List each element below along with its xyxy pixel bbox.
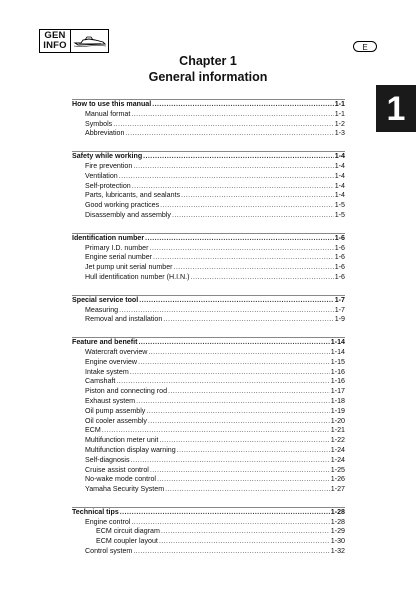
dot-leader [146,407,329,417]
toc-entry-title: Primary I.D. number [85,243,149,252]
toc-entry-page: 1-2 [334,119,345,128]
toc-section [72,337,345,495]
toc-entry-title: Engine overview [85,357,138,366]
toc-entry-page: 1-16 [330,377,345,386]
toc-entry-page: 1-6 [334,233,345,242]
section-marker [39,29,109,53]
dot-leader [145,234,334,244]
toc-entry[interactable] [72,377,345,387]
toc-entry-title: Feature and benefit [72,338,138,347]
dot-leader [157,475,330,485]
language-badge: E [353,41,377,52]
toc-entry[interactable] [72,306,345,316]
toc-entry-title: Piston and connecting rod [85,387,168,396]
table-of-contents [72,99,345,569]
toc-entry[interactable] [72,244,345,254]
watercraft-icon [71,30,108,52]
toc-entry[interactable] [72,348,345,358]
toc-heading[interactable] [72,508,345,518]
toc-entry-title: Abbreviation [85,129,125,138]
toc-section [72,233,345,283]
toc-entry-title: Multifunction display warning [85,445,176,454]
dot-leader [181,191,334,201]
toc-entry-page: 1-6 [334,253,345,262]
toc-entry-page: 1-6 [334,243,345,252]
dot-leader [159,537,330,547]
toc-entry[interactable] [72,485,345,495]
dot-leader [132,182,334,192]
toc-entry[interactable] [72,120,345,130]
toc-entry-title: Cruise assist control [85,465,149,474]
toc-entry-page: 1-24 [330,445,345,454]
toc-entry-title: ECM circuit diagram [96,527,160,536]
toc-section [72,151,345,221]
dot-leader [133,162,333,172]
toc-entry-title: Safety while working [72,152,143,161]
toc-entry[interactable] [72,436,345,446]
toc-entry[interactable] [72,547,345,557]
toc-entry[interactable] [72,273,345,283]
chapter-number: Chapter 1 [179,54,237,68]
toc-entry-title: Identification number [72,233,145,242]
toc-entry-page: 1-4 [334,191,345,200]
toc-entry-title: Symbols [85,119,113,128]
toc-entry-title: Good working practices [85,201,160,210]
toc-entry-page: 1-4 [334,181,345,190]
toc-entry-title: Control system [85,547,133,556]
dot-leader [159,436,329,446]
toc-entry[interactable] [72,417,345,427]
dot-leader [150,466,330,476]
toc-entry-title: Engine control [85,517,131,526]
toc-entry-page: 1-32 [330,547,345,556]
toc-entry-page: 1-26 [330,475,345,484]
dot-leader [148,348,329,358]
toc-heading[interactable] [72,338,345,348]
toc-entry-title: Parts, lubricants, and sealants [85,191,181,200]
dot-leader [113,120,334,130]
toc-entry[interactable] [72,397,345,407]
toc-entry[interactable] [72,263,345,273]
dot-leader [143,152,334,162]
toc-entry-title: Self-protection [85,181,131,190]
toc-entry-title: ECM [85,426,101,435]
toc-entry-title: Fire prevention [85,161,133,170]
dot-leader [161,527,330,537]
dot-leader [131,456,330,466]
dot-leader [153,253,334,263]
toc-heading[interactable] [72,100,345,110]
toc-entry[interactable] [72,407,345,417]
toc-entry-page: 1-6 [334,272,345,281]
toc-entry-page: 1-7 [334,295,345,304]
toc-entry[interactable] [72,446,345,456]
toc-heading[interactable] [72,152,345,162]
toc-entry-page: 1-14 [330,338,345,347]
toc-entry-page: 1-25 [330,465,345,474]
toc-entry[interactable] [72,253,345,263]
toc-entry-page: 1-28 [330,507,345,516]
toc-entry[interactable] [72,466,345,476]
toc-entry-page: 1-21 [330,426,345,435]
toc-entry[interactable] [72,426,345,436]
toc-entry-page: 1-29 [330,527,345,536]
dot-leader [138,358,330,368]
dot-leader [136,397,330,407]
dot-leader [130,368,330,378]
toc-entry[interactable] [72,387,345,397]
dot-leader [149,244,333,254]
toc-entry-title: Exhaust system [85,396,136,405]
toc-section [72,507,345,557]
dot-leader [120,508,330,518]
toc-entry-title: Multifunction meter unit [85,436,159,445]
dot-leader [119,306,334,316]
dot-leader [163,315,333,325]
toc-entry-page: 1-4 [334,152,345,161]
toc-entry-page: 1-30 [330,537,345,546]
toc-entry-title: Removal and installation [85,315,163,324]
toc-entry[interactable] [72,475,345,485]
dot-leader [139,296,333,306]
toc-entry-title: Hull identification number (H.I.N.) [85,272,190,281]
toc-entry-page: 1-24 [330,455,345,464]
toc-entry-page: 1-19 [330,406,345,415]
toc-entry[interactable] [72,162,345,172]
toc-section [72,99,345,139]
toc-entry-title: Engine serial number [85,253,153,262]
toc-entry[interactable] [72,129,345,139]
toc-section [72,295,345,325]
dot-leader [165,485,330,495]
toc-entry-title: Camshaft [85,377,116,386]
toc-entry-title: Special service tool [72,295,139,304]
dot-leader [152,100,334,110]
toc-entry[interactable] [72,527,345,537]
toc-entry-title: Ventilation [85,171,118,180]
toc-entry-page: 1-15 [330,357,345,366]
dot-leader [131,518,329,528]
toc-entry-page: 1-1 [334,100,345,108]
toc-entry-page: 1-1 [334,109,345,118]
toc-entry-page: 1-3 [334,129,345,138]
toc-entry-page: 1-6 [334,263,345,272]
toc-entry-page: 1-9 [334,315,345,324]
dot-leader [138,338,329,348]
dot-leader [119,172,334,182]
toc-entry[interactable] [72,191,345,201]
toc-entry[interactable] [72,201,345,211]
toc-entry-title: Yamaha Security System [85,485,165,494]
toc-entry-title: How to use this manual [72,100,152,108]
toc-entry-page: 1-18 [330,396,345,405]
toc-entry-page: 1-5 [334,210,345,219]
dot-leader [133,547,329,557]
toc-entry[interactable] [72,172,345,182]
toc-entry-title: Jet pump unit serial number [85,263,173,272]
toc-entry-page: 1-20 [330,416,345,425]
toc-entry-page: 1-14 [330,347,345,356]
toc-entry-page: 1-17 [330,387,345,396]
dot-leader [168,387,330,397]
toc-entry-title: Manual format [85,109,131,118]
dot-leader [148,417,330,427]
toc-entry[interactable] [72,368,345,378]
page-title: General information [148,70,268,84]
toc-entry[interactable] [72,518,345,528]
dot-leader [116,377,329,387]
toc-entry[interactable] [72,110,345,120]
dot-leader [125,129,333,139]
toc-entry-page: 1-7 [334,305,345,314]
section-label-line2: INFO [43,40,67,51]
dot-leader [102,426,330,436]
toc-entry-page: 1-4 [334,171,345,180]
toc-entry[interactable] [72,358,345,368]
toc-entry-title: Measuring [85,305,119,314]
toc-entry[interactable] [72,315,345,325]
dot-leader [131,110,333,120]
toc-entry-title: No-wake mode control [85,475,156,484]
dot-leader [174,263,334,273]
toc-entry-page: 1-4 [334,161,345,170]
toc-entry-page: 1-16 [330,367,345,376]
section-label [40,30,71,52]
dot-leader [177,446,330,456]
toc-entry-title: Disassembly and assembly [85,210,171,219]
toc-entry[interactable] [72,182,345,192]
toc-entry-page: 1-22 [330,436,345,445]
toc-entry-page: 1-5 [334,201,345,210]
toc-entry-title: Technical tips [72,507,119,516]
toc-heading[interactable] [72,234,345,244]
section-label-line1: GEN [44,30,66,41]
toc-heading[interactable] [72,296,345,306]
dot-leader [160,201,334,211]
toc-entry[interactable] [72,211,345,221]
chapter-tab: 1 [376,85,416,132]
toc-entry[interactable] [72,537,345,547]
toc-entry-page: 1-28 [330,517,345,526]
toc-entry-title: Oil pump assembly [85,406,146,415]
toc-entry-title: Watercraft overview [85,347,148,356]
toc-entry-title: Oil cooler assembly [85,416,147,425]
toc-entry[interactable] [72,456,345,466]
dot-leader [190,273,333,283]
dot-leader [172,211,334,221]
toc-entry-title: Intake system [85,367,129,376]
toc-entry-title: Self-diagnosis [85,455,130,464]
toc-entry-page: 1-27 [330,485,345,494]
toc-entry-title: ECM coupler layout [96,537,158,546]
